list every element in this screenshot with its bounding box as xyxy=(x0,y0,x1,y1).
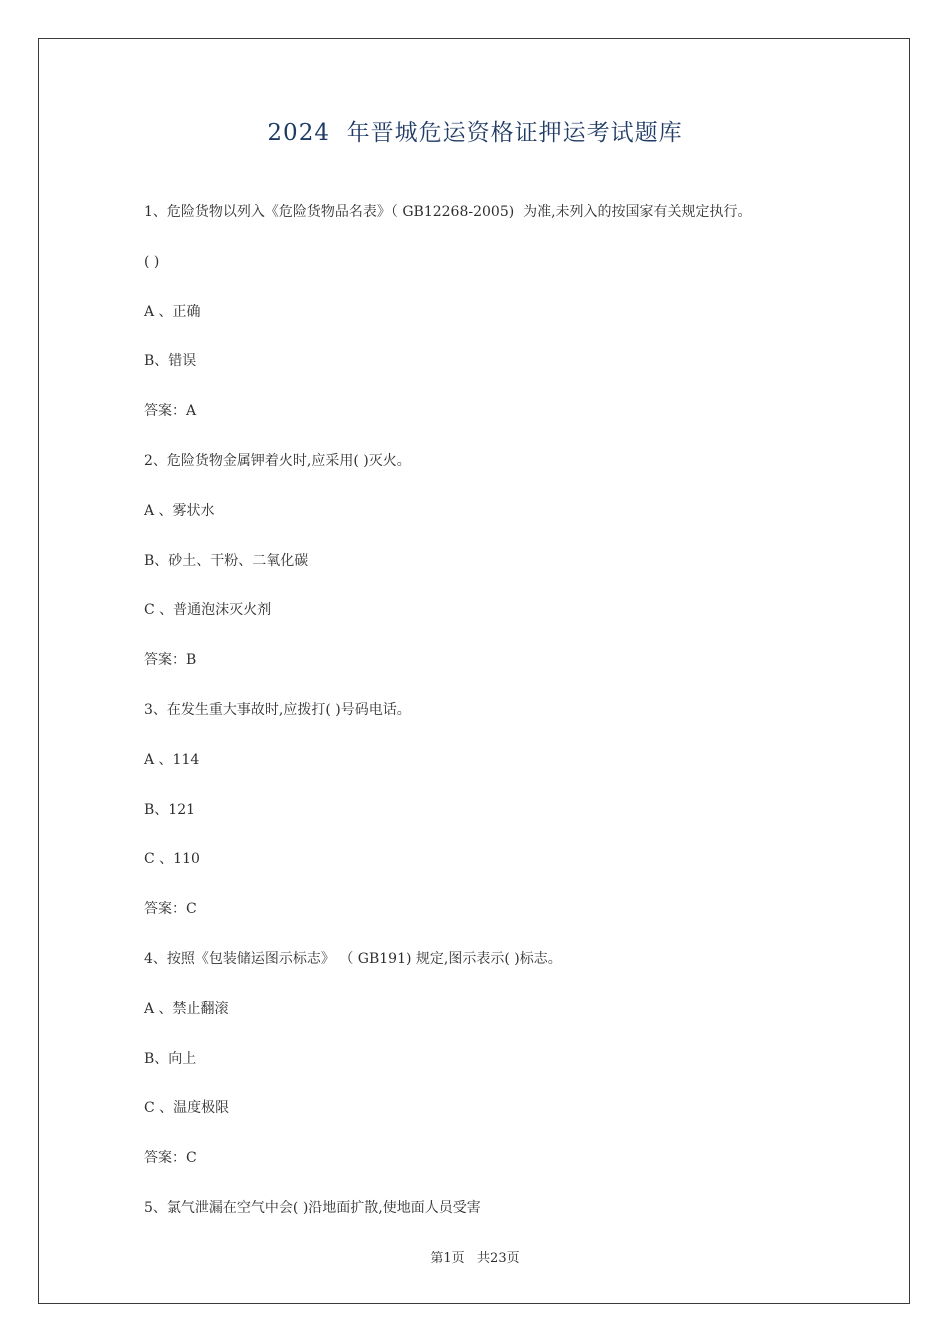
question-2-option-a: A 、雾状水 xyxy=(144,502,215,519)
question-2-text: 2、危险货物金属钾着火时,应采用( )灭火。 xyxy=(144,452,411,469)
question-3-text: 3、在发生重大事故时,应拨打( )号码电话。 xyxy=(144,701,411,718)
question-4-option-a: A 、禁止翻滚 xyxy=(144,1000,229,1017)
question-1-answer: 答案：A xyxy=(144,403,197,420)
question-4-option-c: C 、温度极限 xyxy=(144,1100,230,1117)
question-1-bracket: ( ) xyxy=(144,253,160,270)
question-4-text: 4、按照《包装储运图示标志》 （ GB191) 规定,图示表示( )标志。 xyxy=(144,950,562,967)
page-footer: 第1页 共23页 xyxy=(430,1251,520,1266)
question-2-option-c: C 、普通泡沫灭火剂 xyxy=(144,602,272,619)
question-1-option-b: B、错误 xyxy=(144,353,197,370)
page-title: 2024 年晋城危运资格证押运考试题库 xyxy=(267,120,683,146)
question-3-answer: 答案：C xyxy=(144,901,197,918)
question-5-text: 5、氯气泄漏在空气中会( )沿地面扩散,使地面人员受害 xyxy=(144,1199,481,1216)
question-3-option-a: A 、114 xyxy=(144,751,200,768)
question-1-option-a: A 、正确 xyxy=(144,303,201,320)
question-3-option-c: C 、110 xyxy=(144,851,200,868)
question-list xyxy=(144,201,864,1247)
question-4-answer: 答案：C xyxy=(144,1150,197,1167)
question-3-option-b: B、121 xyxy=(144,801,196,818)
question-4-option-b: B、向上 xyxy=(144,1050,197,1067)
question-1-text: 1、危险货物以列入《危险货物品名表》（ GB12268-2005) 为准,未列入的按国家有关规定执行。 xyxy=(144,204,752,220)
question-2-answer: 答案：B xyxy=(144,652,197,669)
question-2-option-b: B、砂土、干粉、二氧化碳 xyxy=(144,552,309,569)
